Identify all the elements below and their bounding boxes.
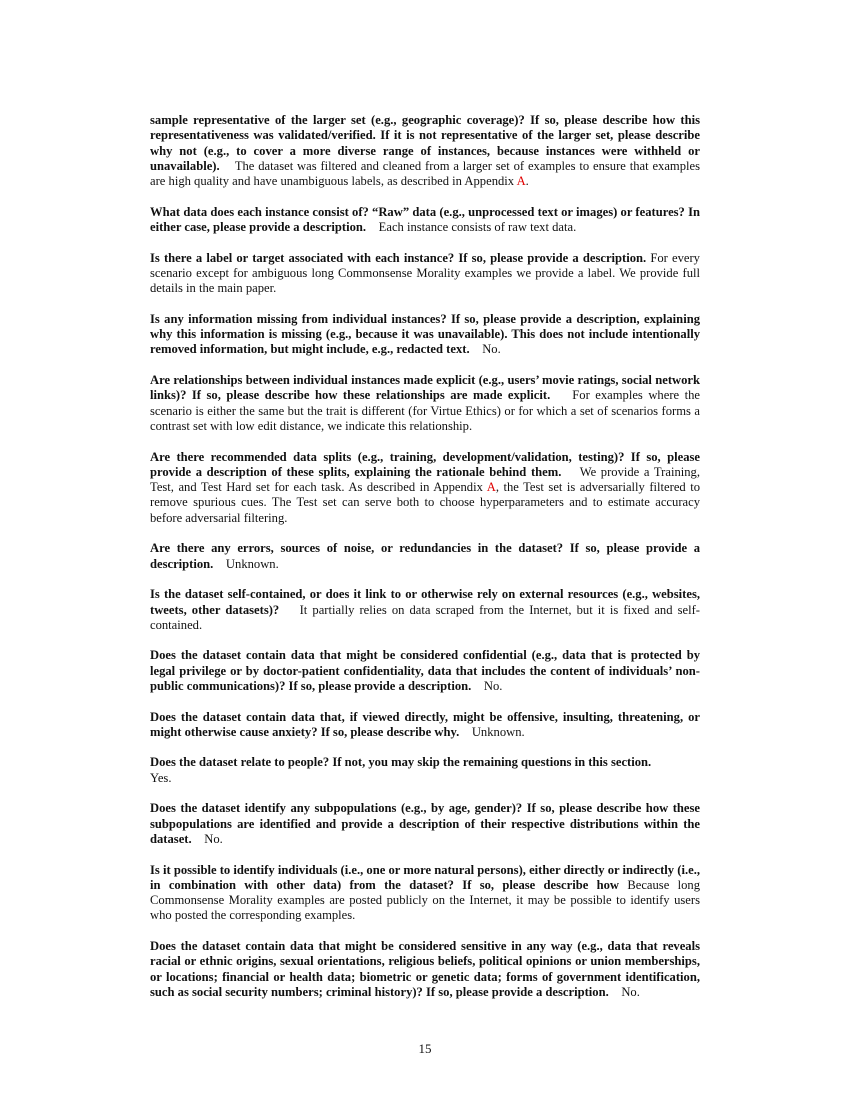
answer: No. (482, 342, 501, 357)
page-number: 15 (418, 1041, 432, 1056)
question: Are relationships between individual instances made explicit (e.g., users’ movie ratings, social network links)? If so, please describe how these relationships are made explicit. (150, 373, 700, 403)
question: What data does each instance consist of? “Raw” data (e.g., unprocessed text or images) or features? In either case, please provide a description. (150, 204, 700, 235)
question: Is any information missing from individual instances? If so, please provide a description, explaining why this information is missing (e.g., because it was unavailable). This does not include intentionally removed information, but might include, e.g., redacted text. (150, 311, 700, 357)
qa-item-9 (150, 648, 700, 694)
answer: For every scenario except for ambiguous long Commonsense Morality examples we provide a label. We provide full details in the main paper. (150, 250, 700, 296)
question: Does the dataset contain data that might be considered sensitive in any way (e.g., data that reveals racial or ethnic origins, sexual orientations, religious beliefs, political opinions or union memberships, or locations; financial or health data; biometric or genetic data; forms of government identification, such as social security numbers; criminal history)? If so, please provide a description. (150, 939, 700, 999)
qa-item-5 (150, 373, 700, 434)
question: sample representative of the larger set (e.g., geographic coverage)? If so, please describe how this representativeness was validated/verified. If it is not representative of the larger set, please describe why not (e.g., to cover a more diverse range of instances, because instances were withheld or unavailable). (150, 113, 700, 173)
answer-tail: , the Test set is adversarially filtered to remove spurious cues. The Test set can serve both to choose hyperparameters and to estimate accuracy before adversarial filtering. (150, 480, 700, 525)
answer: No. (204, 831, 223, 846)
qa-item-4 (150, 312, 700, 358)
answer: Unknown. (471, 724, 525, 739)
answer: No. (483, 678, 503, 693)
answer: Because long Commonsense Morality examples are posted publicly on the Internet, it may be possible to identify users who posted the corresponding examples. (150, 877, 700, 923)
answer: Unknown. (225, 556, 279, 571)
question: Does the dataset contain data that, if viewed directly, might be offensive, insulting, threatening, or might otherwise cause anxiety? If so, please describe why. (150, 709, 700, 739)
qa-item-11 (150, 755, 700, 786)
qa-item-3 (150, 251, 700, 297)
appendix-link[interactable]: A (486, 480, 496, 495)
qa-item-13 (150, 863, 700, 924)
answer: No. (621, 984, 640, 999)
qa-item-10 (150, 710, 700, 741)
question: Does the dataset contain data that might be considered confidential (e.g., data that is protected by legal privilege or by doctor-patient confidentiality, data that includes the content of individuals’ non-public communications)? If so, please provide a description. (150, 648, 700, 693)
answer-tail: . (525, 174, 529, 189)
qa-item-7 (150, 541, 700, 572)
answer: The dataset was filtered and cleaned from a larger set of examples to ensure that examples are high quality and have unambiguous labels, as described in Appendix (150, 158, 701, 189)
question: Does the dataset identify any subpopulations (e.g., by age, gender)? If so, please describe how these subpopulations are identified and provide a description of their respective distributions within the dataset. (150, 801, 700, 846)
qa-item-1 (150, 113, 700, 189)
question: Are there recommended data splits (e.g., training, development/validation, testing)? If so, please provide a description of these splits, explaining the rationale behind them. (150, 449, 700, 479)
qa-item-8 (150, 587, 700, 633)
answer: It partially relies on data scraped from the Internet, but it is fixed and self-contained. (150, 602, 700, 632)
answer: Yes. (150, 770, 172, 785)
question: Are there any errors, sources of noise, or redundancies in the dataset? If so, please provide a description. (150, 541, 700, 571)
answer: For examples where the scenario is either the same but the trait is different (for Virtue Ethics) or for which a set of scenarios forms a contrast set with low edit distance, we indicate this relationship. (150, 388, 700, 433)
answer: Each instance consists of raw text data. (378, 220, 577, 235)
qa-item-14 (150, 939, 700, 1000)
page-body (150, 113, 700, 1016)
question: Is there a label or target associated with each instance? If so, please provide a description. (150, 250, 647, 265)
question: Is the dataset self-contained, or does it link to or otherwise rely on external resources (e.g., websites, tweets, other datasets)? (150, 587, 700, 617)
qa-item-6 (150, 450, 700, 526)
question: Is it possible to identify individuals (i.e., one or more natural persons), either directly or indirectly (i.e., in combination with other data) from the dataset? If so, please describe how (150, 862, 700, 892)
qa-item-12 (150, 801, 700, 847)
qa-item-2 (150, 205, 700, 236)
question: Does the dataset relate to people? If not, you may skip the remaining questions in this section. (150, 755, 652, 770)
appendix-link[interactable]: A (516, 174, 526, 189)
answer: We provide a Training, Test, and Test Hard set for each task. As described in Appendix (150, 464, 700, 495)
